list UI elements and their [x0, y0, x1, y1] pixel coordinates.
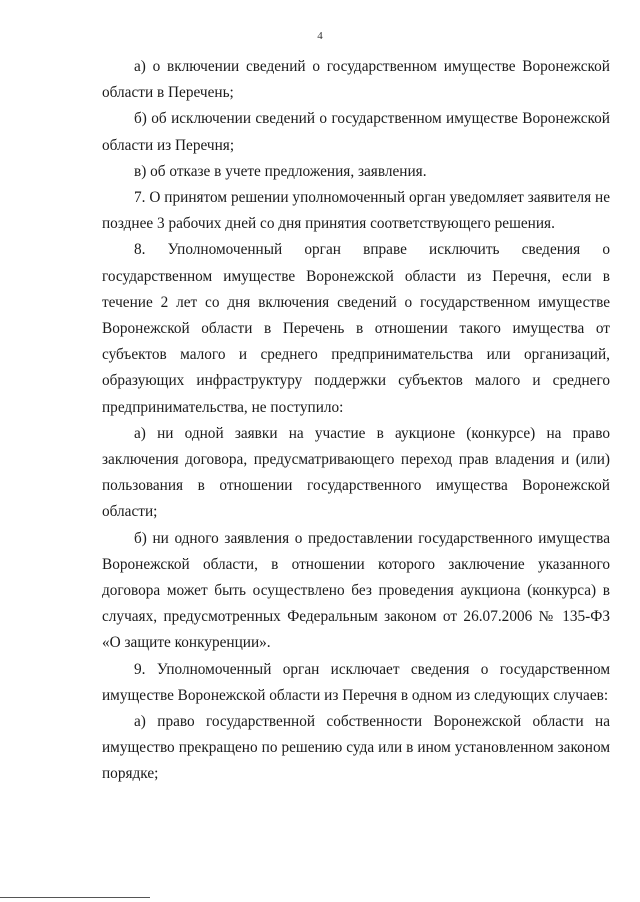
paragraph-9: 9. Уполномоченный орган исключает сведения о государственном имуществе Воронежской области из Перечня в одном из следующих случаев: — [102, 660, 610, 704]
paragraph-6c: в) об отказе в учете предложения, заявления. — [134, 162, 427, 180]
paragraph-8b: б) ни одного заявления о предоставлении государственного имущества Воронежской области, в отношении которого заключение указанного договора может быть осуществлено без проведения аукциона (конкурса) в случаях, предусмотренных Федеральным законом от 26.07.2006 № 135-ФЗ «О защите конкуренции». — [102, 529, 610, 652]
footer-divider — [0, 897, 150, 898]
page-number: 4 — [317, 30, 323, 42]
paragraph-6b: б) об исключении сведений о государственном имуществе Воронежской области из Перечня; — [102, 110, 610, 154]
paragraph-9a: а) право государственной собственности Воронежской области на имущество прекращено по решению суда или в ином установленном законом порядке; — [102, 713, 610, 783]
paragraph-8: 8. Уполномоченный орган вправе исключить сведения о государственном имуществе Воронежской области из Перечня, если в течение 2 лет со дня включения сведений о государственном имуществе Воронежской области в Перечень в отношении такого имущества от субъектов малого и среднего предпринимательства или организаций, образующих инфраструктуру поддержки субъектов малого и среднего предпринимательства, не поступило: — [102, 241, 610, 416]
paragraph-7: 7. О принятом решении уполномоченный орган уведомляет заявителя не позднее 3 рабочих дней со дня принятия соответствующего решения. — [102, 189, 610, 233]
paragraph-6a: а) о включении сведений о государственном имуществе Воронежской области в Перечень; — [102, 58, 610, 102]
document-body — [102, 54, 610, 788]
paragraph-8a: а) ни одной заявки на участие в аукционе (конкурсе) на право заключения договора, предусматривающего переход прав владения и (или) пользования в отношении государственного имущества Воронежской области; — [102, 424, 610, 521]
